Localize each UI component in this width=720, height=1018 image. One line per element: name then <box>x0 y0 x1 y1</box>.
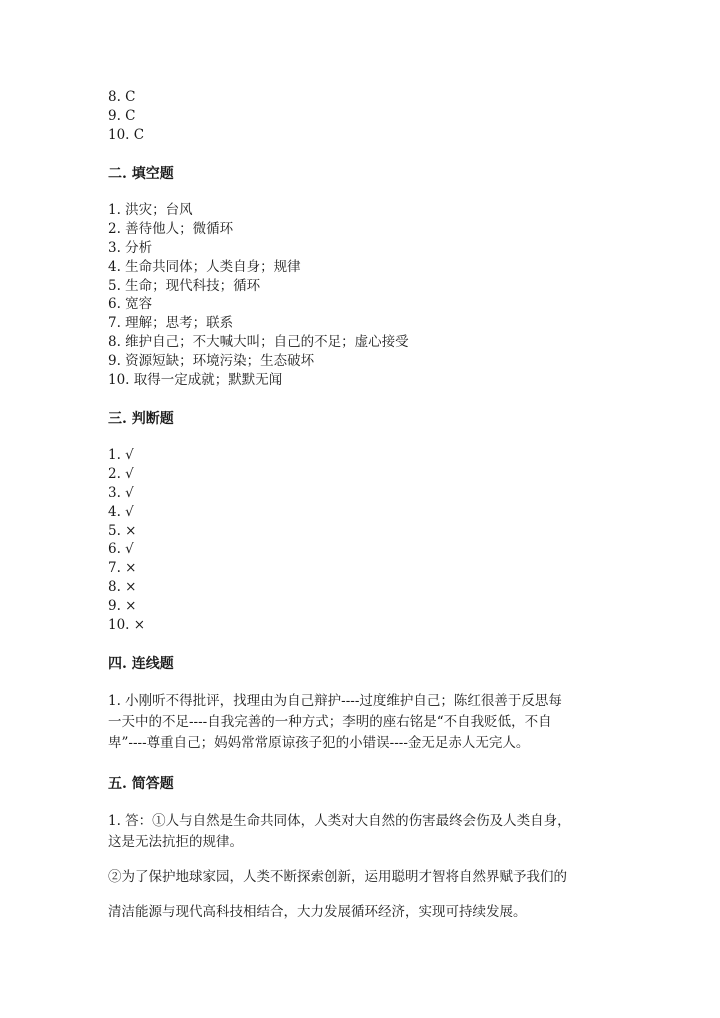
matching-answer <box>108 691 618 754</box>
answer-item: 8. C <box>108 89 136 105</box>
answer-item: 9. 资源短缺；环境污染；生态破坏 <box>108 352 315 369</box>
answer-line: 一天中的不足----自我完善的一种方式；李明的座右铭是“不自我贬低，不自 <box>108 714 552 731</box>
answer-item: 2. 善待他人；微循环 <box>108 221 234 238</box>
answer-line: 1. 小刚听不得批评，找理由为自己辩护----过度维护自己；陈红很善于反思每 <box>108 693 562 710</box>
fill-blank-list <box>108 201 618 389</box>
answer-item: 7. × <box>108 560 137 577</box>
answer-item: 8. × <box>108 578 137 595</box>
short-answer-para-1 <box>108 811 618 853</box>
answer-line: ②为了保护地球家园，人类不断探索创新，运用聪明才智将自然界赋予我们的 <box>108 869 567 886</box>
answer-sheet <box>108 88 618 923</box>
answer-line: 1. 答：①人与自然是生命共同体，人类对大自然的伤害最终会伤及人类自身， <box>108 813 571 830</box>
answer-item: 1. √ <box>108 447 134 464</box>
answer-item: 5. × <box>108 522 137 539</box>
answer-item: 9. C <box>108 107 136 124</box>
answer-item: 6. √ <box>108 541 134 558</box>
answer-line: 卑”----尊重自己；妈妈常常原谅孩子犯的小错误----金无足赤人无完人。 <box>108 735 530 752</box>
answer-item: 10. × <box>108 616 146 633</box>
answer-item: 6. 宽容 <box>108 296 153 313</box>
answer-item: 3. 分析 <box>108 239 153 256</box>
answer-line: 这是无法抗拒的规律。 <box>108 834 243 851</box>
answer-item: 8. 维护自己；不大喊大叫；自己的不足；虚心接受 <box>108 333 409 350</box>
answer-item: 10. 取得一定成就；默默无闻 <box>108 371 283 388</box>
answer-item: 1. 洪灾；台风 <box>108 202 193 219</box>
short-answer-para-2 <box>108 867 618 923</box>
answer-item: 9. × <box>108 597 137 614</box>
answer-item: 4. √ <box>108 503 134 520</box>
answer-item: 3. √ <box>108 484 134 501</box>
section1-tail-list <box>108 88 618 144</box>
answer-line: 清洁能源与现代高科技相结合，大力发展循环经济，实现可持续发展。 <box>108 904 527 921</box>
answer-item: 10. C <box>108 126 145 143</box>
section-heading-fill-blank: 二. 填空题 <box>108 166 174 183</box>
answer-item: 4. 生命共同体；人类自身；规律 <box>108 258 301 275</box>
answer-item: 5. 生命；现代科技；循环 <box>108 277 261 294</box>
section-heading-short-answer: 五. 简答题 <box>108 776 174 793</box>
answer-item: 7. 理解；思考；联系 <box>108 315 234 332</box>
answer-item: 2. √ <box>108 466 134 483</box>
section-heading-matching: 四. 连线题 <box>108 656 174 673</box>
section-heading-true-false: 三. 判断题 <box>108 411 174 428</box>
true-false-list <box>108 446 618 634</box>
